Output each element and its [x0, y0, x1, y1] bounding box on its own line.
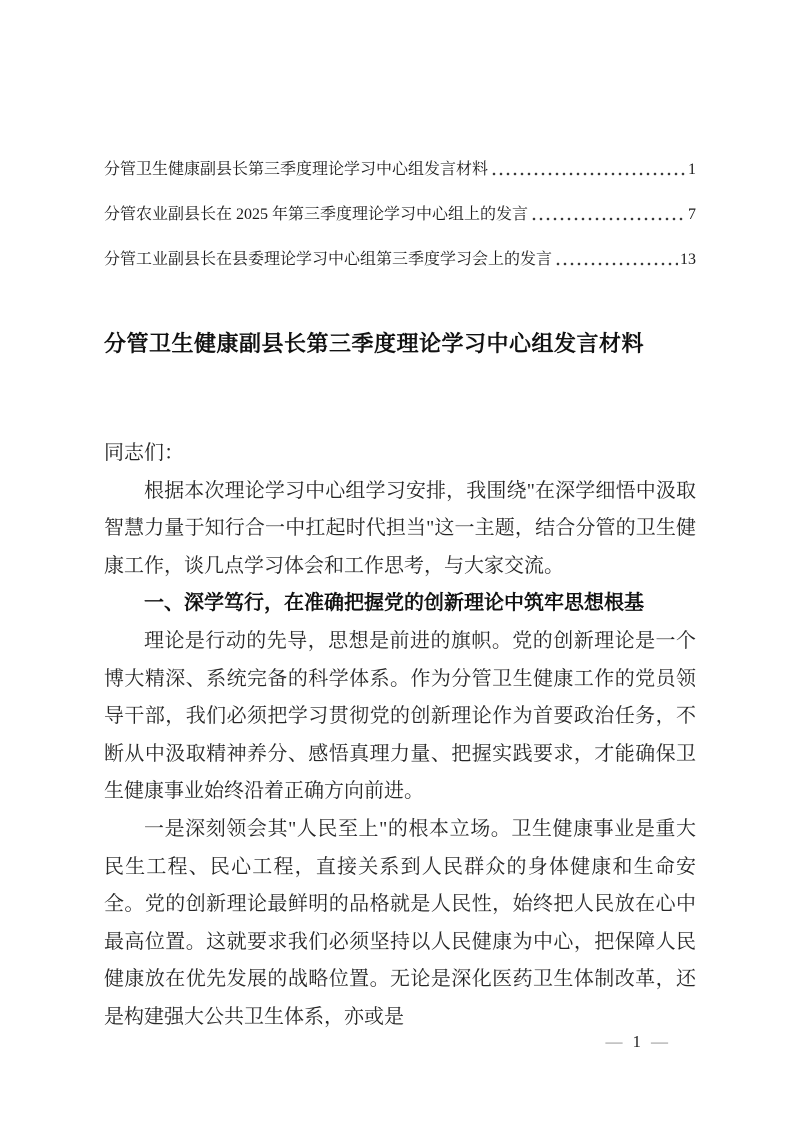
body-paragraph: 理论是行动的先导，思想是前进的旗帜。党的创新理论是一个博大精深、系统完备的科学体系。作为分管卫生健康工作的党员领导干部，我们必须把学习贯彻党的创新理论作为首要政治任务，不断从中汲取精神养分、感悟真理力量、把握实践要求，才能确保卫生健康事业始终沿着正确方向前进。 — [104, 629, 696, 803]
section-heading: 一、深学笃行，在准确把握党的创新理论中筑牢思想根基 — [144, 592, 644, 615]
toc-page-number: 1 — [688, 161, 696, 178]
document-body — [104, 435, 696, 1037]
body-paragraph: 一是深刻领会其"人民至上"的根本立场。卫生健康事业是重大民生工程、民心工程，直接关系到人民群众的身体健康和生命安全。党的创新理论最鲜明的品格就是人民性，始终把人民放在心中最高位置。这就要求我们必须坚持以人民健康为中心，把保障人民健康放在优先发展的战略位置。无论是深化医药卫生体制改革，还是构建强大公共卫生体系，亦或是 — [104, 817, 696, 1028]
toc-entry-title: 分管工业副县长在县委理论学习中心组第三季度学习会上的发言 — [104, 251, 553, 268]
toc-dot-leader — [492, 172, 686, 176]
toc-page-number: 13 — [680, 251, 696, 268]
toc-dot-leader — [532, 217, 686, 221]
toc-entry[interactable] — [104, 205, 696, 224]
document-title: 分管卫生健康副县长第三季度理论学习中心组发言材料 — [104, 331, 645, 356]
salutation: 同志们： — [104, 442, 184, 464]
table-of-contents — [104, 0, 696, 269]
toc-entry-title: 分管农业副县长在 2025 年第三季度理论学习中心组上的发言 — [104, 206, 529, 223]
toc-page-number: 7 — [688, 206, 696, 223]
footer-dash: — — [605, 1032, 623, 1051]
footer-dash: — — [651, 1032, 668, 1051]
page-content — [104, 0, 696, 1037]
toc-dot-leader — [556, 262, 678, 266]
toc-entry-title: 分管卫生健康副县长第三季度理论学习中心组发言材料 — [104, 161, 489, 178]
footer-page-number: 1 — [632, 1032, 641, 1051]
toc-entry[interactable] — [104, 160, 696, 179]
toc-entry[interactable] — [104, 250, 696, 269]
page-number-footer — [606, 1032, 669, 1052]
body-paragraph: 根据本次理论学习中心组学习安排，我围绕"在深学细悟中汲取智慧力量于知行合一中扛起时代担当"这一主题，结合分管的卫生健康工作，谈几点学习体会和工作思考，与大家交流。 — [104, 479, 696, 577]
